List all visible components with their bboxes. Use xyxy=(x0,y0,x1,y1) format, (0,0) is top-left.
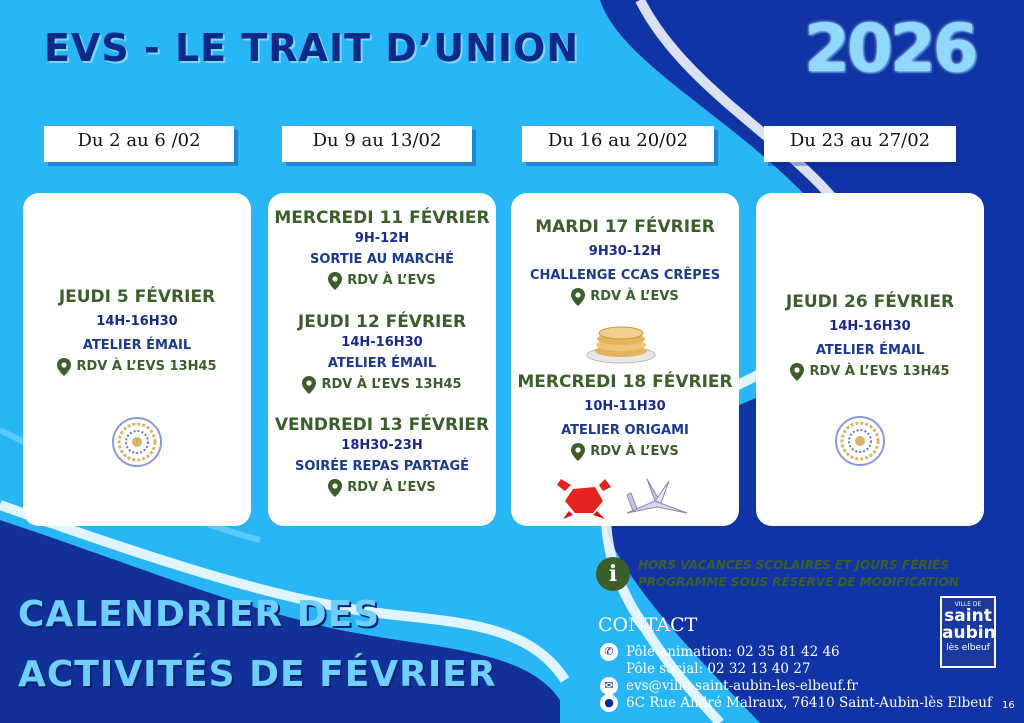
event-location xyxy=(268,374,496,396)
contact-address-text: 6C Rue André Malraux, 76410 Saint-Aubin-lès Elbeuf xyxy=(626,695,992,711)
contact-title: CONTACT xyxy=(598,614,698,636)
phone-icon: ✆ xyxy=(600,643,618,661)
event-activity: CHALLENGE CCAS CRÊPES xyxy=(529,268,721,283)
week-card-4 xyxy=(756,193,984,526)
origami-crane-icon xyxy=(625,473,689,519)
event-location xyxy=(511,441,739,463)
event-time: 9H30-12H xyxy=(588,244,662,259)
info-note xyxy=(596,557,959,591)
logo-line-2: aubin xyxy=(942,623,996,643)
event-location-text: RDV À L’EVS xyxy=(590,444,679,459)
event-location xyxy=(511,286,739,308)
origami-crab-icon xyxy=(555,475,613,521)
event-activity: SOIRÉE REPAS PARTAGÉ xyxy=(294,459,469,474)
location-pin-icon xyxy=(571,288,585,306)
contact-email[interactable] xyxy=(600,677,858,695)
event-activity: ATELIER ÉMAIL xyxy=(815,343,925,358)
city-logo xyxy=(940,596,996,668)
contact-phone-2 xyxy=(600,660,810,678)
logo-line-1: saint xyxy=(944,606,992,626)
event-location-text: RDV À L’EVS 13H45 xyxy=(321,377,462,392)
event-location xyxy=(23,356,251,378)
calendar-title-line-1: CALENDRIER DES xyxy=(18,594,381,635)
event-location-text: RDV À L’EVS xyxy=(347,480,436,495)
location-pin-icon xyxy=(328,272,342,290)
week-card-3 xyxy=(511,193,739,526)
note-line-2: PROGRAMME SOUS RÉSERVE DE MODIFICATION xyxy=(638,575,959,589)
logo-top: VILLE DE xyxy=(954,601,982,608)
event-time: 10H-11H30 xyxy=(584,399,666,414)
event-day: VENDREDI 13 FÉVRIER xyxy=(274,415,490,435)
event-time: 9H-12H xyxy=(354,231,410,246)
location-icon: ● xyxy=(600,694,618,712)
event-day: MERCREDI 18 FÉVRIER xyxy=(517,372,733,392)
event-location-text: RDV À L’EVS 13H45 xyxy=(809,364,950,379)
mandala-icon xyxy=(834,415,886,467)
crepes-icon xyxy=(585,321,657,365)
location-pin-icon xyxy=(57,358,71,376)
location-pin-icon xyxy=(571,443,585,461)
email-icon: ✉ xyxy=(600,677,618,695)
logo-line-3: lès elbeuf xyxy=(946,643,990,653)
event-day: JEUDI 26 FÉVRIER xyxy=(785,292,955,312)
event-day: MERCREDI 11 FÉVRIER xyxy=(274,208,490,228)
week-label-3: Du 16 au 20/02 xyxy=(522,126,714,162)
event-day: MARDI 17 FÉVRIER xyxy=(535,217,715,237)
location-pin-icon xyxy=(302,376,316,394)
event-location-text: RDV À L’EVS xyxy=(590,289,679,304)
contact-phone-2-text: Pôle social: 02 32 13 40 27 xyxy=(626,661,811,677)
week-label-1: Du 2 au 6 /02 xyxy=(44,126,234,162)
location-pin-icon xyxy=(790,363,804,381)
week-card-1 xyxy=(23,193,251,526)
event-activity: SORTIE AU MARCHÉ xyxy=(309,252,454,267)
event-location-text: RDV À L’EVS 13H45 xyxy=(76,359,217,374)
event-time: 18H30-23H xyxy=(341,438,423,453)
event-time: 14H-16H30 xyxy=(341,335,423,350)
location-pin-icon xyxy=(328,479,342,497)
event-location xyxy=(268,477,496,499)
event-activity: ATELIER ORIGAMI xyxy=(561,423,689,438)
mandala-icon xyxy=(111,416,163,468)
page-title: EVS - LE TRAIT D’UNION xyxy=(44,26,580,70)
week-label-2: Du 9 au 13/02 xyxy=(282,126,472,162)
event-time: 14H-16H30 xyxy=(96,314,178,329)
page-number: 16 xyxy=(1002,700,1015,711)
event-activity: ATELIER ÉMAIL xyxy=(82,338,192,353)
contact-email-text[interactable]: evs@ville-saint-aubin-les-elbeuf.fr xyxy=(626,678,858,694)
event-time: 14H-16H30 xyxy=(829,319,911,334)
contact-phone-1 xyxy=(600,643,840,661)
event-day: JEUDI 12 FÉVRIER xyxy=(297,312,467,332)
info-icon: i xyxy=(596,557,630,591)
year-label: 2026 xyxy=(804,10,976,87)
event-location xyxy=(756,361,984,383)
event-location-text: RDV À L’EVS xyxy=(347,273,436,288)
event-location xyxy=(268,270,496,292)
contact-phone-1-text: Pôle animation: 02 35 81 42 46 xyxy=(626,644,840,660)
calendar-title-line-2: ACTIVITÉS DE FÉVRIER xyxy=(18,654,497,695)
week-label-4: Du 23 au 27/02 xyxy=(764,126,956,162)
event-day: JEUDI 5 FÉVRIER xyxy=(58,287,216,307)
note-line-1: HORS VACANCES SCOLAIRES ET JOURS FÉRIÉS xyxy=(638,558,949,572)
contact-address xyxy=(600,694,992,712)
week-card-2 xyxy=(268,193,496,526)
event-activity: ATELIER ÉMAIL xyxy=(327,356,437,371)
